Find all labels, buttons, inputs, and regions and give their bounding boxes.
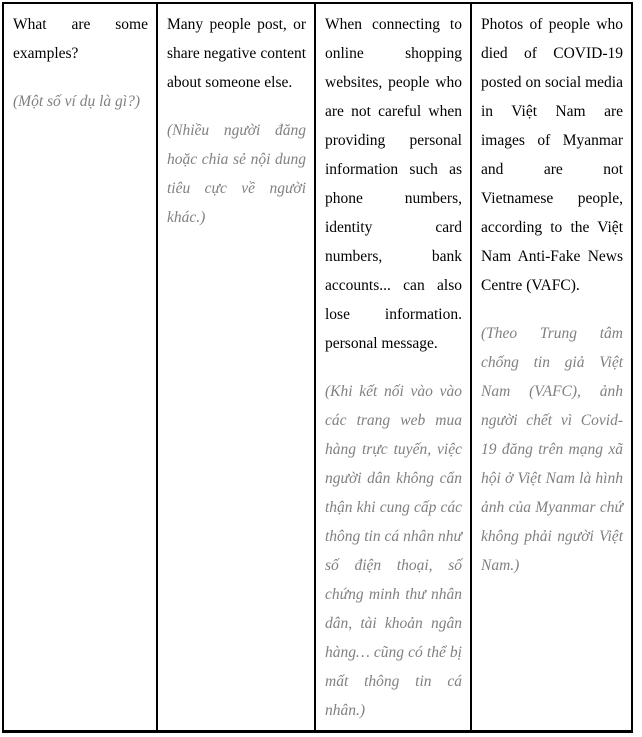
english-text: What are some examples? — [13, 16, 148, 62]
cell-example-fake-news — [471, 3, 632, 732]
english-text: When connecting to online shopping websites, people who are not careful when providing personal information such as phone numbers, identity card numbers, bank accounts... can also lose information. personal message. — [325, 16, 462, 352]
english-text: Many people post, or share negative content about someone else. — [167, 16, 306, 91]
vietnamese-translation: (Một số ví dụ là gì?) — [13, 93, 140, 110]
table-row — [3, 3, 632, 732]
vietnamese-translation: (Khi kết nối vào vào các trang web mua hàng trực tuyến, việc người dân không cẩn thận khi cung cấp các thông tin cá nhân như số điện thoại, số chứng minh thư nhân dân, tài khoản ngân hàng… cũng có thể bị mất thông tin cá nhân.) — [325, 383, 462, 719]
vietnamese-translation: (Nhiều người đăng hoặc chia sẻ nội dung tiêu cực về người khác.) — [167, 122, 306, 226]
cell-example-personal-info — [315, 3, 471, 732]
english-text: Photos of people who died of COVID-19 posted on social media in Việt Nam are images of Myanmar and are not Vietnamese people, according to the Việt Nam Anti-Fake News Centre (VAFC). — [481, 16, 623, 294]
cell-question — [3, 3, 157, 732]
cell-example-negative-content — [157, 3, 315, 732]
vietnamese-translation: (Theo Trung tâm chống tin giả Việt Nam (VAFC), ảnh người chết vì Covid-19 đăng trên mạng xã hội ở Việt Nam là hình ảnh của Myanmar chứ không phải người Việt Nam.) — [481, 325, 623, 574]
document-page — [0, 2, 642, 737]
qa-examples-table — [2, 2, 633, 733]
